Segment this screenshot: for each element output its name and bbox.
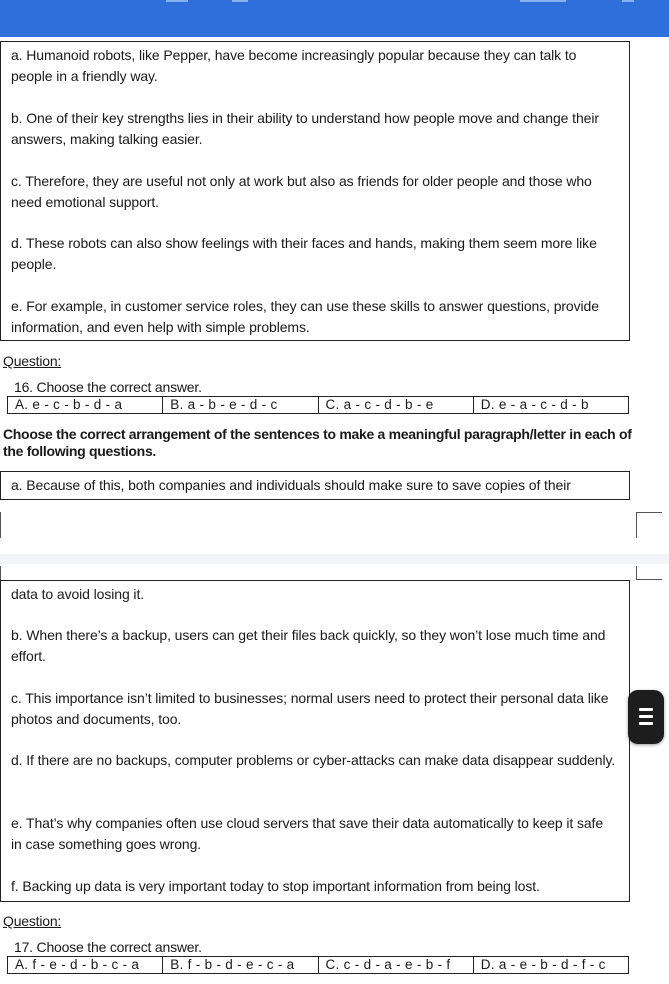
page-corner bbox=[636, 512, 637, 538]
instruction-text: Choose the correct arrangement of the sentences to make a meaningful paragraph/letter in each of the following questions. bbox=[3, 426, 632, 459]
q16-passage-box bbox=[0, 41, 630, 341]
toolbar-mark bbox=[520, 0, 566, 2]
q16-sentence-d: d. These robots can also show feelings with their faces and hands, making them seem more like people. bbox=[11, 235, 597, 272]
page-corner bbox=[636, 579, 662, 580]
q16-question-label: Question: bbox=[3, 353, 62, 369]
q16-sentence-a: a. Humanoid robots, like Pepper, have become increasingly popular because they can talk to people in a friendly way. bbox=[11, 47, 577, 84]
q17-sentence-a-part2: data to avoid losing it. bbox=[11, 586, 145, 602]
q16-sentence-b: b. One of their key strengths lies in their ability to understand how people move and change their answers, making talking easier. bbox=[11, 110, 599, 147]
top-toolbar bbox=[0, 0, 669, 37]
q16-options bbox=[7, 396, 629, 414]
q16-sentence-e: e. For example, in customer service roles, they can use these skills to answer questions, provide information, and even help with simple problems. bbox=[11, 298, 599, 335]
q16-option-c[interactable]: C. a - c - d - b - e bbox=[318, 397, 473, 414]
q16-option-a[interactable]: A. e - c - b - d - a bbox=[8, 397, 163, 414]
page-corner bbox=[636, 512, 662, 513]
q17-sentence-a-part1: a. Because of this, both companies and individuals should make sure to save copies of their bbox=[11, 477, 571, 493]
q17-question-label: Question: bbox=[3, 913, 62, 929]
q17-passage-box bbox=[0, 580, 630, 902]
q16-option-b[interactable]: B. a - b - e - d - c bbox=[163, 397, 318, 414]
page-break bbox=[0, 554, 669, 564]
floating-menu-button[interactable] bbox=[628, 690, 664, 744]
q17-option-c[interactable]: C. c - d - a - e - b - f bbox=[318, 957, 473, 974]
q17-sentence-d: d. If there are no backups, computer problems or cyber-attacks can make data disappear suddenly. bbox=[11, 752, 616, 768]
q16-option-d[interactable]: D. e - a - c - d - b bbox=[473, 397, 628, 414]
q17-option-d[interactable]: D. a - e - b - d - f - c bbox=[473, 957, 628, 974]
q17-sentence-b: b. When there’s a backup, users can get their files back quickly, so they won’t lose much time and effort. bbox=[11, 627, 606, 664]
toolbar-mark bbox=[232, 0, 248, 2]
q17-options bbox=[7, 956, 629, 974]
q17-passage-box-top bbox=[0, 471, 630, 500]
q17-sentence-c: c. This importance isn’t limited to businesses; normal users need to protect their personal data like photos and documents, too. bbox=[11, 690, 609, 727]
page-corner bbox=[636, 566, 637, 580]
page-corner bbox=[0, 512, 1, 538]
q17-sentence-f: f. Backing up data is very important today to stop important information from being lost. bbox=[11, 878, 540, 894]
toolbar-mark bbox=[166, 0, 188, 2]
page-corner bbox=[0, 566, 1, 580]
toolbar-mark bbox=[622, 0, 634, 2]
q16-question-text: 16. Choose the correct answer. bbox=[14, 379, 202, 395]
q17-question-text: 17. Choose the correct answer. bbox=[14, 939, 202, 955]
q16-sentence-c: c. Therefore, they are useful not only at work but also as friends for older people and those who need emotional support. bbox=[11, 173, 592, 210]
q17-option-b[interactable]: B. f - b - d - e - c - a bbox=[163, 957, 318, 974]
q17-sentence-e: e. That’s why companies often use cloud servers that save their data automatically to keep it safe in case something goes wrong. bbox=[11, 815, 604, 852]
q17-option-a[interactable]: A. f - e - d - b - c - a bbox=[8, 957, 163, 974]
